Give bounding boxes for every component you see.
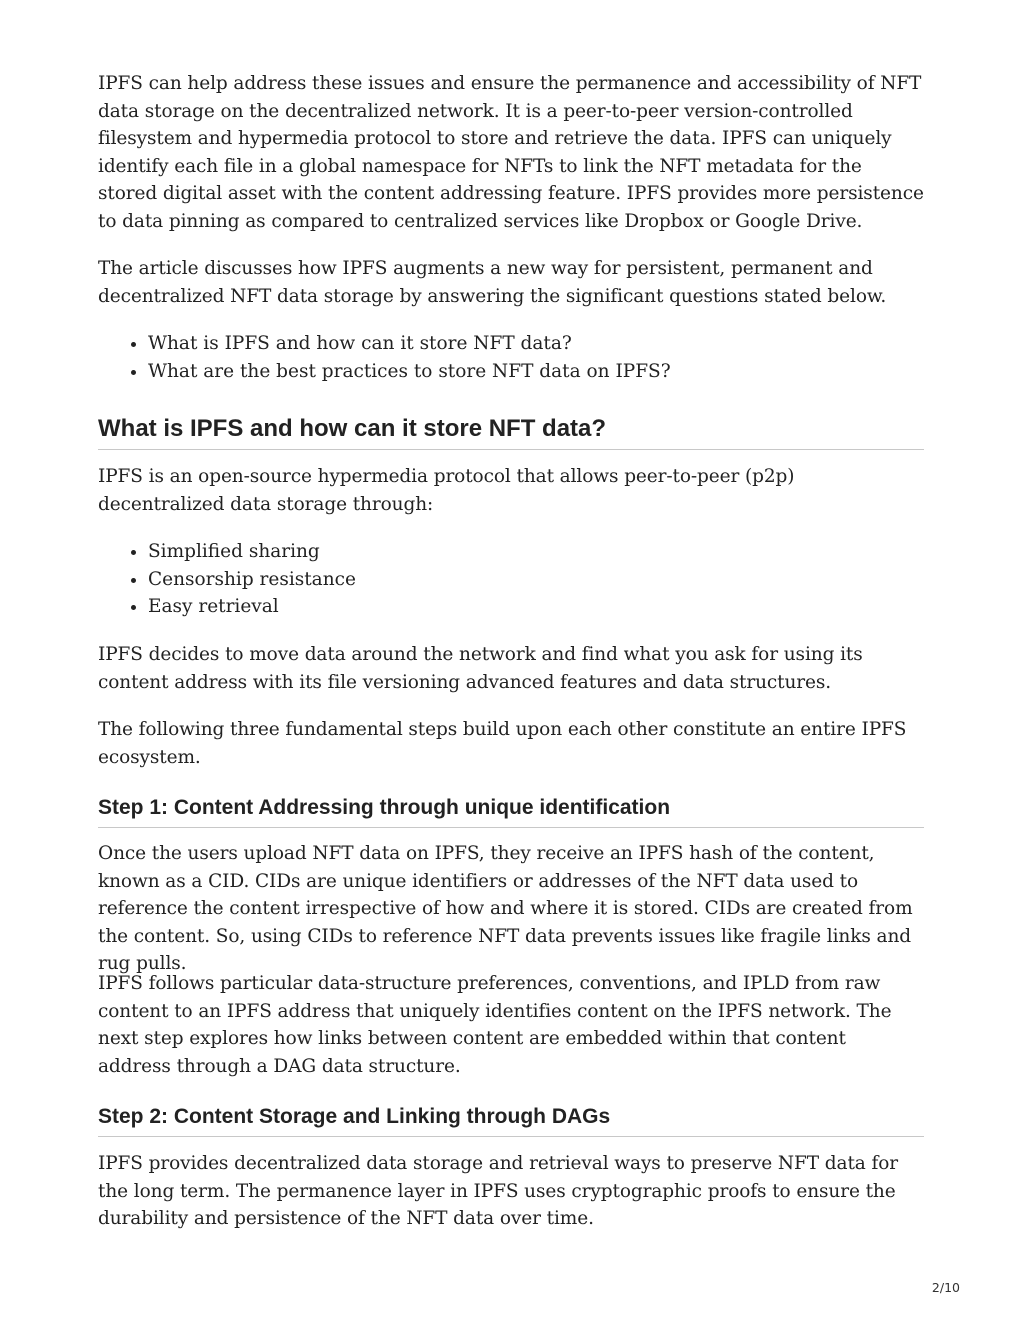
step1-paragraph-2: IPFS follows particular data-structure preferences, conventions, and IPLD from raw content to an IPFS address that uniquely identifies content on the IPFS network. The next step explores how links between content are embedded within that content address through a DAG data structure. [98, 973, 892, 1077]
features-list [98, 538, 974, 621]
questions-list [98, 330, 974, 385]
section-paragraph-2: IPFS decides to move data around the network and find what you ask for using its content address with its file versioning advanced features and data structures. [98, 644, 863, 693]
section-paragraph-1: IPFS is an open-source hypermedia protocol that allows peer-to-peer (p2p) decentralized data storage through: [98, 466, 795, 515]
list-item: • Censorship resistance [148, 566, 974, 594]
section-heading: What is IPFS and how can it store NFT data? [98, 414, 924, 450]
list-item: • Simplified sharing [148, 538, 974, 566]
step2-heading: Step 2: Content Storage and Linking through DAGs [98, 1104, 924, 1137]
list-item: • Easy retrieval [148, 593, 974, 621]
page-number: 2/10 [931, 1280, 960, 1295]
list-item: • What are the best practices to store NFT data on IPFS? [148, 358, 974, 386]
intro-paragraph-1: IPFS can help address these issues and ensure the permanence and accessibility of NFT data storage on the decentralized network. It is a peer-to-peer version-controlled filesystem and hypermedia protocol to store and retrieve the data. IPFS can uniquely identify each file in a global namespace for NFTs to link the NFT metadata for the stored digital asset with the content addressing feature. IPFS provides more persistence to data pinning as compared to centralized services like Dropbox or Google Drive. [98, 73, 924, 232]
step2-paragraph-1: IPFS provides decentralized data storage and retrieval ways to preserve NFT data for the long term. The permanence layer in IPFS uses cryptographic proofs to ensure the durability and persistence of the NFT data over time. [98, 1153, 899, 1229]
intro-paragraph-2: The article discusses how IPFS augments a new way for persistent, permanent and decentralized NFT data storage by answering the significant questions stated below. [98, 258, 887, 307]
list-item: • What is IPFS and how can it store NFT data? [148, 330, 974, 358]
step1-heading: Step 1: Content Addressing through unique identification [98, 795, 924, 828]
step1-paragraph-1: Once the users upload NFT data on IPFS, they receive an IPFS hash of the content, known as a CID. CIDs are unique identifiers or addresses of the NFT data used to reference the content irrespective of how and where it is stored. CIDs are created from the content. So, using CIDs to reference NFT data prevents issues like fragile links and rug pulls. [98, 843, 913, 974]
section-paragraph-3: The following three fundamental steps build upon each other constitute an entire IPFS ecosystem. [98, 719, 907, 768]
